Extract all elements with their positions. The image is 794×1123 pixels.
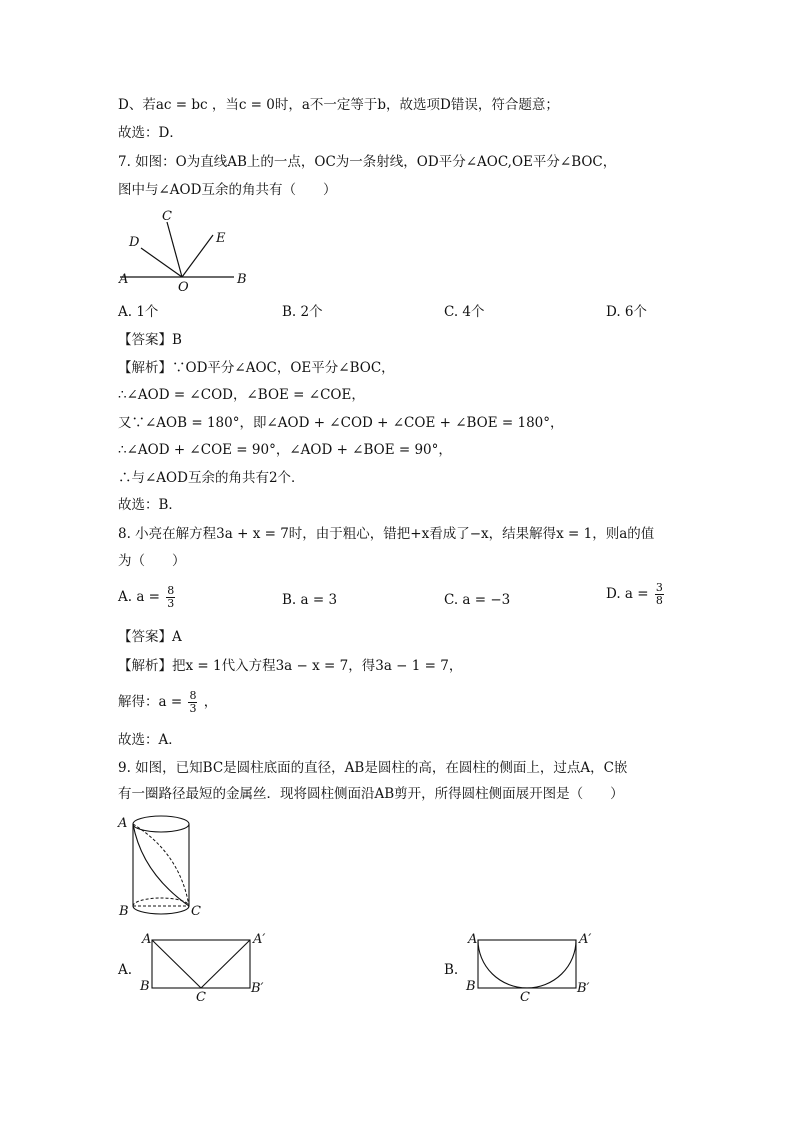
question-8-stem-cont: 为（ ） [118, 553, 186, 569]
q8-analysis-2 [118, 690, 217, 715]
label-c: C [520, 990, 530, 1005]
label-c: C [162, 209, 172, 224]
q9-cylinder-figure [114, 808, 214, 923]
q9-option-b-figure [464, 928, 604, 1008]
text-line-option-d: D、若ac = bc ，当c = 0时，a不一定等于b，故选项D错误，符合题意； [118, 97, 559, 113]
q8-solve-suffix: ， [203, 694, 218, 710]
label-a-prime: A′ [579, 932, 592, 947]
fraction-numerator: 8 [167, 584, 175, 597]
label-o: O [178, 280, 189, 295]
fraction-denominator: 3 [189, 702, 197, 715]
label-a: A [142, 932, 152, 947]
fraction-numerator: 8 [189, 689, 197, 702]
question-7-stem: 7. 如图：O为直线AB上的一点，OC为一条射线，OD平分∠AOC,OE平分∠BOC， [118, 154, 617, 170]
q7-analysis-4: ∴∠AOD + ∠COE = 90°，∠AOD + ∠BOE = 90°， [118, 442, 452, 458]
q8-option-d [606, 582, 666, 607]
q7-angle-figure [110, 205, 260, 295]
label-b-prime: B′ [577, 981, 590, 996]
label-b: B [237, 272, 247, 287]
q8-option-a-fraction [166, 585, 175, 610]
question-8-stem: 8. 小亮在解方程3a + x = 7时，由于粗心，错把+x看成了−x，结果解得x = 1，则a的值 [118, 526, 655, 542]
label-c: C [191, 904, 201, 919]
q7-option-b: B. 2个 [282, 304, 323, 320]
q8-analysis-1: 【解析】把x = 1代入方程3a − x = 7，得3a − 1 = 7， [118, 658, 463, 674]
label-a: A [118, 816, 128, 831]
q8-answer: 【答案】A [118, 629, 182, 645]
q8-solve-fraction [188, 690, 197, 715]
q7-answer: 【答案】B [118, 332, 182, 348]
label-b: B [119, 904, 129, 919]
q8-option-a-prefix: A. a = [118, 589, 160, 605]
label-c: C [196, 990, 206, 1005]
q7-analysis-5: ∴与∠AOD互余的角共有2个． [118, 470, 305, 486]
q8-option-a [118, 585, 177, 610]
text-line-choose-d: 故选：D． [118, 125, 183, 141]
label-d: D [129, 235, 140, 250]
question-7-stem-cont: 图中与∠AOD互余的角共有（ ） [118, 182, 337, 198]
q7-analysis-2: ∴∠AOD = ∠COD，∠BOE = ∠COE， [118, 387, 365, 403]
label-a: A [119, 272, 129, 287]
question-9-stem-cont: 有一圈路径最短的金属丝．现将圆柱侧面沿AB剪开，所得圆柱侧面展开图是（ ） [118, 786, 624, 802]
q9-option-b-letter: B. [444, 962, 459, 978]
q8-option-c: C. a = −3 [444, 592, 511, 608]
q8-option-b: B. a = 3 [282, 592, 338, 608]
label-b-prime: B′ [251, 981, 264, 996]
q7-option-a: A. 1个 [118, 304, 159, 320]
q8-choose-a: 故选：A． [118, 732, 182, 748]
q8-solve-prefix: 解得：a = [118, 694, 183, 710]
fraction-denominator: 3 [167, 597, 175, 610]
label-b: B [466, 979, 476, 994]
label-b: B [140, 979, 150, 994]
fraction-numerator: 3 [655, 581, 663, 594]
label-a-prime: A′ [253, 932, 266, 947]
q9-option-a-letter: A. [118, 962, 133, 978]
fraction-denominator: 8 [655, 594, 663, 607]
q7-analysis-1: 【解析】∵OD平分∠AOC，OE平分∠BOC， [118, 360, 395, 376]
q7-analysis-3: 又∵∠AOB = 180°，即∠AOD + ∠COD + ∠COE + ∠BOE = 180°， [118, 415, 564, 431]
q9-option-a-figure [138, 928, 278, 1008]
label-e: E [216, 231, 226, 246]
q7-option-c: C. 4个 [444, 304, 485, 320]
question-9-stem: 9. 如图，已知BC是圆柱底面的直径，AB是圆柱的高，在圆柱的侧面上，过点A，C嵌 [118, 760, 628, 776]
q7-choose-b: 故选：B． [118, 497, 182, 513]
label-a: A [468, 932, 478, 947]
q8-option-d-prefix: D. a = [606, 586, 649, 602]
q8-option-d-fraction [655, 582, 664, 607]
q7-option-d: D. 6个 [606, 304, 648, 320]
